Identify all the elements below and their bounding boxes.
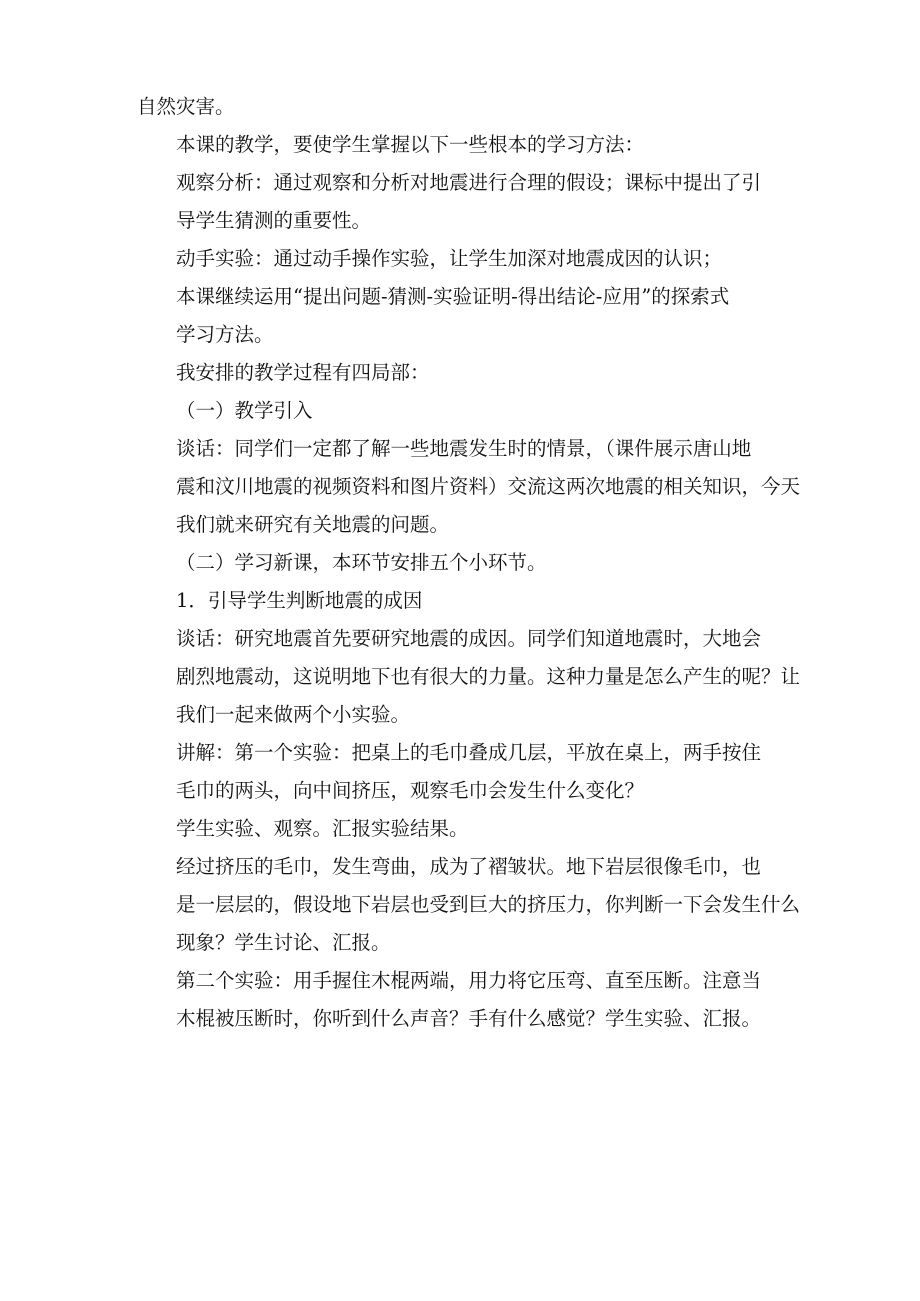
- text-line: 我们一起来做两个小实验。: [176, 703, 411, 726]
- paragraph-13: [137, 848, 801, 962]
- paragraph-3: [137, 240, 782, 278]
- text-line: 木棍被压断时，你听到什么声音？手有什么感觉？学生实验、汇报。: [176, 1007, 762, 1030]
- text-line: 谈话：同学们一定都了解一些地震发生时的情景，（课件展示唐山地: [176, 437, 752, 460]
- text-line: （二）学习新课，本环节安排五个小环节。: [176, 551, 547, 574]
- text-line: 是一层层的，假设地下岩层也受到巨大的挤压力，你判断一下会发生什么: [176, 893, 801, 916]
- text-line: 谈话：研究地震首先要研究地震的成因。同学们知道地震时，大地会: [176, 627, 762, 650]
- paragraph-12: [137, 810, 782, 848]
- text-line: 导学生猜测的重要性。: [176, 209, 372, 232]
- paragraph-11: [137, 734, 782, 810]
- text-line: 我们就来研究有关地震的问题。: [176, 513, 450, 536]
- paragraph-1: [137, 126, 782, 164]
- paragraph-5: [137, 354, 782, 392]
- text-line: （一）教学引入: [176, 399, 313, 422]
- paragraph-4: [137, 278, 782, 354]
- text-line: 现象？学生讨论、汇报。: [176, 931, 391, 954]
- text-line: 学生实验、观察。汇报实验结果。: [176, 817, 469, 840]
- text-line: 毛巾的两头，向中间挤压，观察毛巾会发生什么变化？: [176, 779, 645, 802]
- paragraph-7: [137, 430, 801, 544]
- document-page: [137, 88, 801, 1038]
- paragraph-10: [137, 620, 801, 734]
- text-line: 动手实验：通过动手操作实验，让学生加深对地震成因的认识；: [176, 247, 723, 270]
- text-line: 观察分析：通过观察和分析对地震进行合理的假设；课标中提出了引: [176, 171, 762, 194]
- paragraph-0: [137, 88, 782, 126]
- text-line: 学习方法。: [176, 323, 274, 346]
- paragraph-9: [137, 582, 782, 620]
- text-line: 本课的教学，要使学生掌握以下一些根本的学习方法：: [176, 133, 645, 156]
- text-line: 剧烈地震动，这说明地下也有很大的力量。这种力量是怎么产生的呢？让: [176, 665, 801, 688]
- text-line: 我安排的教学过程有四局部：: [176, 361, 430, 384]
- text-line: 自然灾害。: [137, 95, 235, 118]
- text-line: 1．引导学生判断地震的成因: [176, 589, 423, 612]
- paragraph-6: [137, 392, 782, 430]
- text-line: 本课继续运用“提出问题-猜测-实验证明-得出结论-应用”的探索式: [176, 285, 730, 308]
- paragraph-2: [137, 164, 782, 240]
- paragraph-8: [137, 544, 782, 582]
- text-line: 第二个实验：用手握住木棍两端，用力将它压弯、直至压断。注意当: [176, 969, 762, 992]
- text-line: 震和汶川地震的视频资料和图片资料）交流这两次地震的相关知识，今天: [176, 475, 801, 498]
- text-line: 经过挤压的毛巾，发生弯曲，成为了褶皱状。地下岩层很像毛巾，也: [176, 855, 762, 878]
- paragraph-14: [137, 962, 782, 1038]
- text-line: 讲解：第一个实验：把桌上的毛巾叠成几层，平放在桌上，两手按住: [176, 741, 762, 764]
